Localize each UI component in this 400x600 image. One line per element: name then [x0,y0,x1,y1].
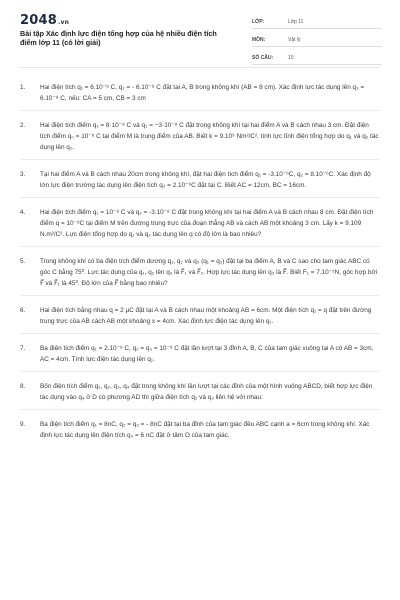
meta-label: LỚP: [252,18,265,25]
worksheet-title: Bài tập Xác định lực điện tổng hợp của hệ nhiều điện tích điểm lớp 11 (có lời giải) [20,29,217,47]
problem-text: Hai điện tích điểm q₁ = 10⁻⁸ C và q₂ = -3.10⁻⁸ C đặt trong không khí tại hai điểm A và B cách nhau 8 cm. Đặt điện tích điểm q = 10⁻⁸C tại điểm M trên đường trung trực của đoạn thẳng AB và cách AB một khoảng 3 cm. Lấy k = 9.109 N.m²/C². Lực điện tổng hợp do q₁ và q₂ tác dụng lên q có độ lớn là bao nhiêu? [40,209,374,238]
problem-number: 2. [20,122,26,129]
problem-text: Hai điện tích q₁ = 6.10⁻⁸ C, q₂ = - 6.10⁻⁸ C đặt tại A, B trong không khí (AB = 8 cm). Xác định lực tác dụng lên q₃ = 6.10⁻⁸ C, nếu: CA = 5 cm, CB = 3 cm [40,84,365,102]
problem-item [20,419,380,441]
problem-text: Trong không khí có ba điện tích điểm dương q₁, q₂ và q₃ (q₁ = q₂) đặt tại ba điểm A, B và C sao cho tam giác ABC có góc C bằng 75⁰. Lực tác dụng của q₁, q₂ lên q₃ là F⃗₁ và F⃗₂. Hợp lực tác dụng lên q₃ là F⃗. Biết F₁ = 7.10⁻⁵N, góc hợp bởi F⃗ và F⃗₁ là 45⁰. Độ lớn của F⃗ bằng bao nhiêu? [40,258,378,287]
meta-row-class [252,15,382,29]
meta-value: Lớp 11 [288,18,304,25]
problem-text: Ba điện tích điểm q₁ = 8nC, q₂ = q₃ = - 8nC đặt tại ba đỉnh của tam giác đều ABC cạnh a = 6cm trong không khí. Xác định lực tác dụng lên điện tích q₀ = 6 nC đặt ở tâm O của tam giác. [40,421,370,439]
problem-item [20,169,380,191]
worksheet-meta [252,15,382,69]
meta-label: MÔN: [252,36,266,43]
site-logo[interactable] [20,13,69,28]
problem-number: 9. [20,421,26,428]
meta-label: SỐ CÂU: [252,54,274,61]
problem-number: 8. [20,383,26,390]
problem-text: Bốn điện tích điểm q₁, q₂, q₃, q₄ đặt trong không khí lần lượt tại các đỉnh của một hình vuông ABCD, biết hợp lực điện tác dụng vào q₄ ở D có phương AD thì giữa điện tích q₂ và q₃ liên hệ với nhau: [40,383,373,401]
problem-divider [20,246,380,247]
problem-divider [20,295,380,296]
problem-item [20,256,380,289]
problem-text: Ba điện tích điểm q₁ = 2.10⁻⁸ C, q₂ = q₃ = 10⁻⁸ C đặt lần lượt tại 3 đỉnh A, B, C của tam giác vuông tại A có AB = 3cm, AC = 4cm. Tính lực điện tác dụng lên q₁. [40,345,374,363]
problem-divider [20,159,380,160]
problem-text: Hai điện tích bằng nhau q = 2 μC đặt tại A và B cách nhau một khoảng AB = 6cm. Một điện tích q₁ = q đặt trên đường trung trực của AB cách AB một khoảng x = 4cm. Xác định lực điện tác dụng lên q₁. [40,307,372,325]
logo-sub: .vn [57,19,70,26]
logo-main: 2048 [20,13,57,28]
problem-item [20,381,380,403]
problem-divider [20,110,380,111]
problem-number: 1. [20,84,26,91]
problem-item [20,82,380,104]
problem-number: 3. [20,171,26,178]
problem-item [20,120,380,153]
problem-item [20,305,380,327]
problem-divider [20,371,380,372]
problem-text: Hai điện tích điểm q₁ = 8·10⁻⁸ C và q₂ = −3·10⁻⁸ C đặt trong không khí tại hai điểm A và B cách nhau 3 cm. Đặt điện tích điểm q₀ = 10⁻⁸ C tại điểm M là trung điểm của AB. Biết k = 9.10⁹ Nm²/C², tính lực tĩnh điện tổng hợp do q₁ và q₂ tác dụng lên q₀. [40,122,379,151]
worksheet-header [0,0,400,62]
problem-divider [20,197,380,198]
meta-value: 10 [288,54,294,61]
problem-list [20,82,380,441]
problem-item [20,207,380,240]
header-divider [20,67,380,68]
problem-number: 5. [20,258,26,265]
problem-number: 4. [20,209,26,216]
problem-divider [20,409,380,410]
problem-text: Tại hai điểm A và B cách nhau 20cm trong không khí, đặt hai điện tích điểm q₁ = -3.10⁻⁶C, q₂ = 8.10⁻⁶C. Xác định độ lớn lực điện trường tác dụng lên điện tích q₃ = 2.10⁻⁶C đặt tại C. Biết AC = 12cm, BC = 16cm. [40,171,371,189]
problem-number: 7. [20,345,26,352]
problem-divider [20,333,380,334]
problem-item [20,343,380,365]
meta-row-count [252,51,382,65]
meta-row-subject [252,33,382,47]
problem-number: 6. [20,307,26,314]
meta-value: Vật lý [288,36,301,43]
